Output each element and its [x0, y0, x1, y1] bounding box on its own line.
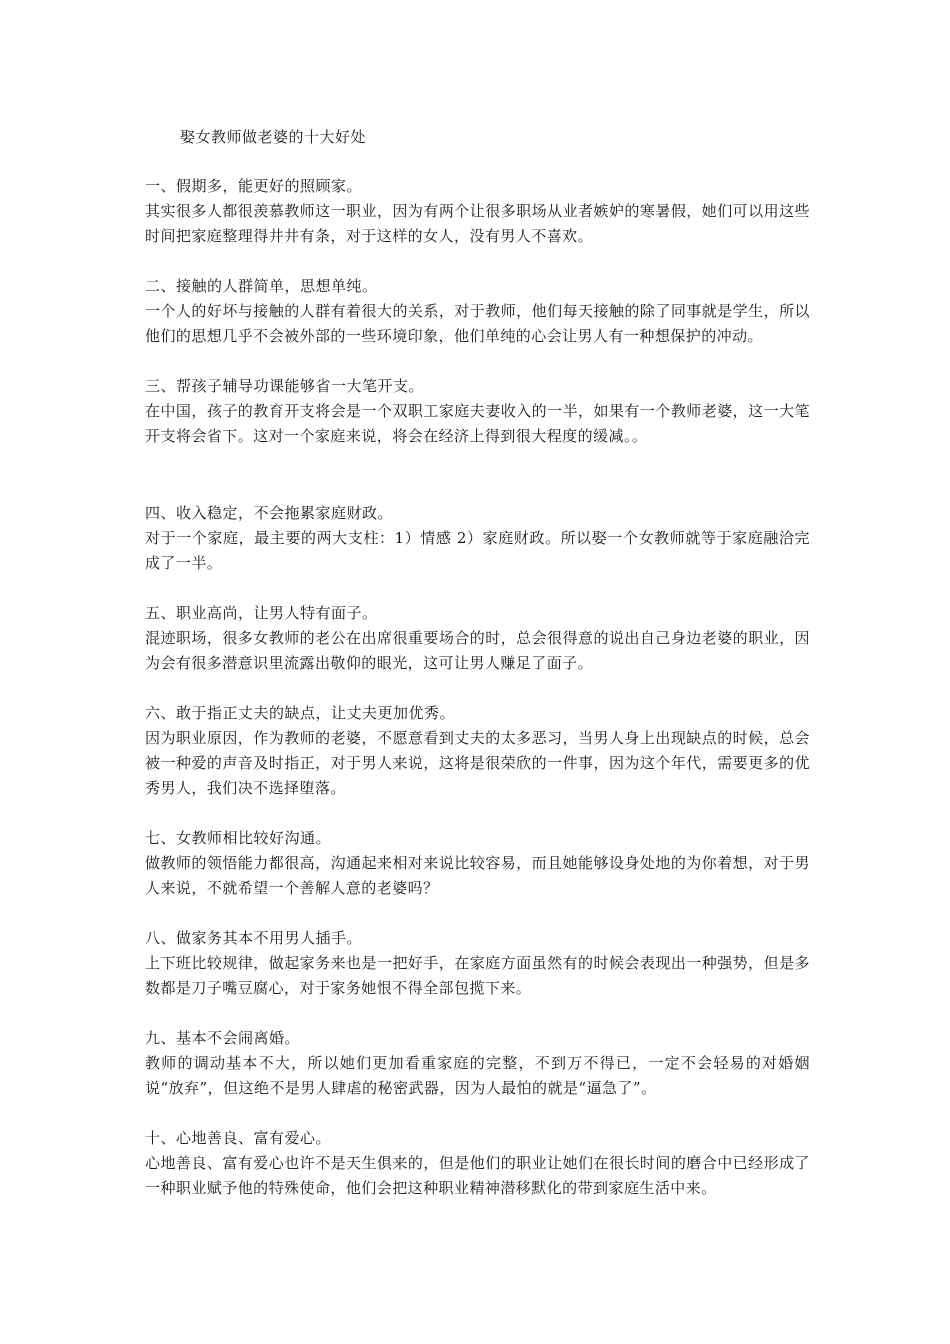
section-body: 其实很多人都很羡慕教师这一职业，因为有两个让很多职场从业者嫉妒的寒暑假，她们可以用这些时间把家庭整理得井井有条，对于这样的女人，没有男人不喜欢。: [145, 202, 810, 245]
section-2: [145, 274, 810, 349]
section-5: [145, 601, 810, 676]
section-1: [145, 174, 810, 249]
document-page: [145, 125, 810, 1201]
section-9: [145, 1026, 810, 1101]
section-body: 上下班比较规律，做起家务来也是一把好手，在家庭方面虽然有的时候会表现出一种强势，但是多数都是刀子嘴豆腐心，对于家务她恨不得全部包揽下来。: [145, 954, 810, 997]
section-body: 对于一个家庭，最主要的两大支柱：1）情感 2）家庭财政。所以娶一个女教师就等于家庭融洽完成了一半。: [145, 529, 810, 572]
section-body: 做教师的领悟能力都很高，沟通起来相对来说比较容易，而且她能够设身处地的为你着想，对于男人来说，不就希望一个善解人意的老婆吗？: [145, 854, 810, 897]
section-body: 心地善良、富有爱心也许不是天生俱来的，但是他们的职业让她们在很长时间的磨合中已经形成了一种职业赋予他的特殊使命，他们会把这种职业精神潜移默化的带到家庭生活中来。: [145, 1154, 810, 1197]
section-heading: 一、假期多，能更好的照顾家。: [145, 177, 363, 195]
section-body: 一个人的好坏与接触的人群有着很大的关系，对于教师，他们每天接触的除了同事就是学生，所以他们的思想几乎不会被外部的一些环境印象，他们单纯的心会让男人有一种想保护的冲动。: [145, 302, 810, 345]
section-body: 因为职业原因，作为教师的老婆，不愿意看到丈夫的太多恶习，当男人身上出现缺点的时候，总会被一种爱的声音及时指正，对于男人来说，这将是很荣欣的一件事，因为这个年代，需要更多的优秀男人，我们决不选择堕落。: [145, 729, 810, 797]
section-3: [145, 374, 810, 449]
section-heading: 六、敢于指正丈夫的缺点，让丈夫更加优秀。: [145, 704, 456, 722]
section-10: [145, 1126, 810, 1201]
section-heading: 十、心地善良、富有爱心。: [145, 1129, 332, 1147]
section-body: 混迹职场，很多女教师的老公在出席很重要场合的时，总会很得意的说出自己身边老婆的职业，因为会有很多潜意识里流露出敬仰的眼光，这可让男人赚足了面子。: [145, 629, 810, 672]
section-heading: 八、做家务其本不用男人插手。: [145, 929, 363, 947]
section-body: 教师的调动基本不大，所以她们更加看重家庭的完整，不到万不得已，一定不会轻易的对婚姻说“放弃”，但这绝不是男人肆虐的秘密武器，因为人最怕的就是“逼急了”。: [145, 1054, 810, 1097]
section-heading: 三、帮孩子辅导功课能够省一大笔开支。: [145, 377, 425, 395]
document-title: 娶女教师做老婆的十大好处: [180, 128, 367, 146]
section-heading: 九、基本不会闹离婚。: [145, 1029, 301, 1047]
section-7: [145, 826, 810, 901]
section-heading: 四、收入稳定，不会拖累家庭财政。: [145, 504, 394, 522]
section-heading: 二、接触的人群简单，思想单纯。: [145, 277, 378, 295]
section-body: 在中国，孩子的教育开支将会是一个双职工家庭夫妻收入的一半，如果有一个教师老婆，这一大笔开支将会省下。这对一个家庭来说，将会在经济上得到很大程度的缓减。。: [145, 402, 810, 445]
section-heading: 七、女教师相比较好沟通。: [145, 829, 332, 847]
section-heading: 五、职业高尚，让男人特有面子。: [145, 604, 378, 622]
section-4: [145, 501, 810, 576]
section-8: [145, 926, 810, 1001]
section-6: [145, 701, 810, 801]
